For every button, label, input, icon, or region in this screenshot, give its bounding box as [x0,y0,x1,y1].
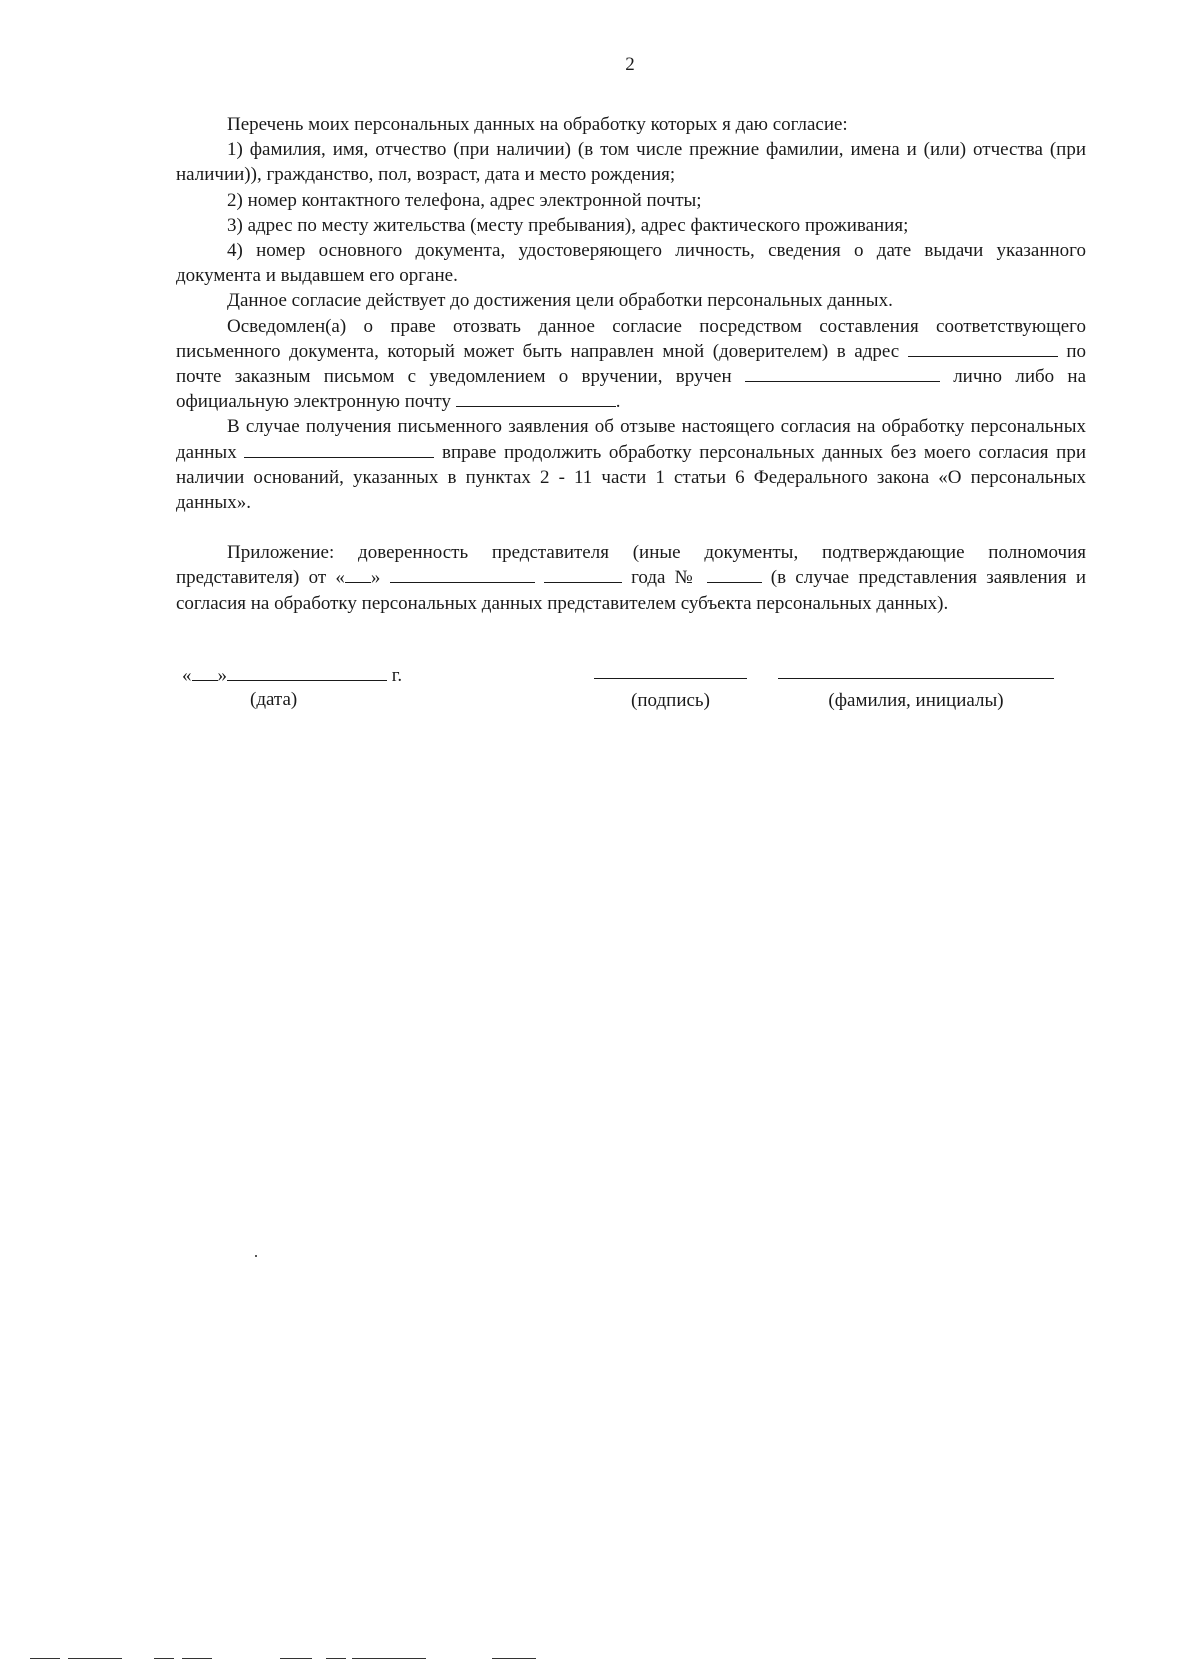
date-month-blank[interactable] [227,665,387,681]
address-blank[interactable] [908,341,1058,357]
paragraph-item-1: 1) фамилия, имя, отчество (при наличии) (в том числе прежние фамилии, имена и (или) отчества (при наличии)), гражданство, пол, возраст, дата и место рождения; [176,139,1086,186]
page-number: 2 [625,54,635,75]
date-close-quote: » [217,665,227,686]
attachment-year-blank[interactable] [544,567,622,583]
attachment-text-d: (в случае представления заявления и согласия на обработку персональных данных представителем субъекта персональных данных). [176,567,1086,614]
date-open-quote: « [182,665,192,686]
operator-blank[interactable] [244,442,434,458]
attachment-text-a: Приложение: доверенность представителя (иные документы, подтверждающие полномочия представителя) от « [176,542,1086,589]
scan-artifact-dot [255,1255,257,1257]
signature-line[interactable] [594,664,747,679]
withdrawal-text-a: В случае получения письменного заявления об отзыве настоящего согласия на обработку персональных данных [176,416,1086,463]
attachment-text-b: » [370,567,381,589]
date-day-blank[interactable] [192,665,218,681]
paragraph-item-4: 4) номер основного документа, удостоверяющего личность, сведения о дате выдачи указанного документа и выдавшем его органе. [176,240,1086,287]
revocation-text-a: Осведомлен(а) о праве отозвать данное согласие посредством составления соответствующего письменного документа, который может быть направлен мной (доверителем) в адрес [176,315,1086,362]
paragraph-item-3: 3) адрес по месту жительства (месту пребывания), адрес фактического проживания; [227,214,909,236]
date-block [182,664,412,712]
paragraph-revocation [176,314,1086,415]
paragraph-item-2: 2) номер контактного телефона, адрес электронной почты; [227,189,702,211]
withdrawal-text-b: вправе продолжить обработку персональных данных без моего согласия при наличии оснований, указанных в пунктах 2 - 11 части 1 статьи 6 Федерального закона «О персональных данных». [176,441,1087,514]
attachment-month-blank[interactable] [390,567,535,583]
name-block [778,664,1054,713]
paragraph-intro: Перечень моих персональных данных на обработку которых я даю согласие: [227,114,848,135]
revocation-text-d: . [615,391,621,413]
signature-caption: (подпись) [631,690,710,711]
date-caption: (дата) [250,689,298,710]
attachment-number-blank[interactable] [707,567,762,583]
attachment-day-blank[interactable] [345,567,371,583]
revocation-text-b: по почте заказным письмом с уведомлением о вручении, вручен [176,340,1086,388]
document-body [176,112,1086,616]
name-line[interactable] [778,664,1054,679]
email-blank[interactable] [456,391,616,407]
delivery-blank[interactable] [745,366,940,382]
date-line [182,665,402,686]
signature-block [594,664,747,713]
attachment-text-c: года № [631,567,698,589]
name-caption: (фамилия, инициалы) [828,690,1004,711]
paragraph-attachment [176,540,1086,616]
scan-artifact-dashes [30,1658,590,1660]
paragraph-validity: Данное согласие действует до достижения цели обработки персональных данных. [227,290,893,312]
paragraph-withdrawal [176,414,1086,515]
revocation-text-c: лично либо на официальную электронную почту [176,366,1087,413]
date-year-suffix: г. [391,665,403,686]
